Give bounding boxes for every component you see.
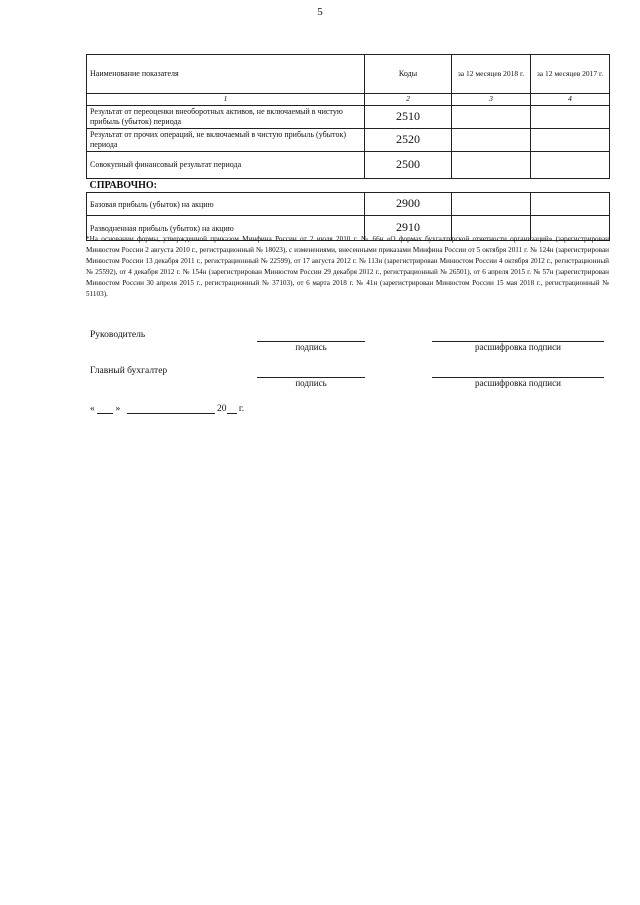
column-number: 3 (452, 94, 531, 106)
value-cell-previous[interactable] (531, 128, 610, 151)
date-close-quote: » (115, 404, 121, 414)
head-label: Руководитель (90, 330, 146, 340)
table-row (87, 193, 610, 216)
head-decoding-caption: расшифровка подписи (475, 342, 561, 352)
page-number: 5 (317, 6, 323, 18)
month-blank[interactable] (127, 403, 215, 414)
header-code: Коды (365, 55, 452, 94)
year-blank[interactable] (227, 403, 237, 414)
value-cell-current[interactable] (452, 105, 531, 128)
value-cell-current[interactable] (452, 193, 531, 216)
header-year-current: за 12 месяцев 2018 г. (452, 55, 531, 94)
chief-accountant-decoding-caption: расшифровка подписи (475, 378, 561, 388)
column-number: 1 (87, 94, 365, 106)
table-row (87, 128, 610, 151)
date-line (90, 403, 244, 414)
value-cell-previous[interactable] (531, 193, 610, 216)
row-code: 2900 (365, 193, 452, 216)
table-row (87, 105, 610, 128)
day-blank[interactable] (97, 403, 113, 414)
chief-accountant-label: Главный бухгалтер (90, 366, 168, 376)
row-code: 2500 (365, 151, 452, 178)
value-cell-previous[interactable] (531, 151, 610, 178)
value-cell-current[interactable] (452, 151, 531, 178)
header-indicator-name: Наименование показателя (87, 55, 365, 94)
column-number: 4 (531, 94, 610, 106)
row-name: Базовая прибыль (убыток) на акцию (87, 193, 365, 216)
footnote: *На основании формы, утвержденной приказом Минфина России от 2 июля 2010 г. № 66н «О формах бухгалтерской отчетности организаций» (зарегистрирован Минюстом России 2 августа 2010 г., регистрационный № 18023), с изменениями, внесенными приказами Минфина России от 5 октября 2011 г. № 124н (зарегистрирован Минюстом России 13 декабря 2011 г., регистрационный № 22599), от 17 августа 2012 г. № 113н (зарегистрирован Минюстом России 4 октября 2012 г., регистрационный № 25592), от 4 декабря 2012 г. № 154н (зарегистрирован Минюстом России 29 декабря 2012 г., регистрационный № 26501), от 6 апреля 2015 г. № 57н (зарегистрирован Минюстом России 30 апреля 2015 г., регистрационный № 37103), от 6 марта 2018 г. № 41н (зарегистрирован Минюстом России 15 мая 2018 г., регистрационный № 51103). (86, 235, 609, 298)
row-code: 2520 (365, 128, 452, 151)
table-header-row (87, 55, 610, 94)
value-cell-current[interactable] (452, 128, 531, 151)
row-name: Совокупный финансовый результат периода (87, 151, 365, 178)
section-title: СПРАВОЧНО: (87, 178, 610, 193)
table-row (87, 151, 610, 178)
section-row (87, 178, 610, 193)
column-numbers-row (87, 94, 610, 106)
head-signature-caption: подпись (295, 342, 327, 352)
row-name: Разводненная прибыль (убыток) на акцию (87, 216, 365, 241)
row-code: 2910 (365, 216, 452, 241)
column-number: 2 (365, 94, 452, 106)
row-code: 2510 (365, 105, 452, 128)
date-open-quote: « (90, 404, 95, 414)
year-prefix: 20 (217, 404, 227, 414)
value-cell-previous[interactable] (531, 105, 610, 128)
row-name: Результат от переоценки внеоборотных активов, не включаемый в чистую прибыль (убыток) периода (87, 105, 365, 128)
chief-accountant-signature-caption: подпись (295, 378, 327, 388)
year-suffix: г. (238, 404, 245, 414)
header-year-previous: за 12 месяцев 2017 г. (531, 55, 610, 94)
financial-results-table (86, 54, 610, 241)
row-name: Результат от прочих операций, не включаемый в чистую прибыль (убыток) периода (87, 128, 365, 151)
